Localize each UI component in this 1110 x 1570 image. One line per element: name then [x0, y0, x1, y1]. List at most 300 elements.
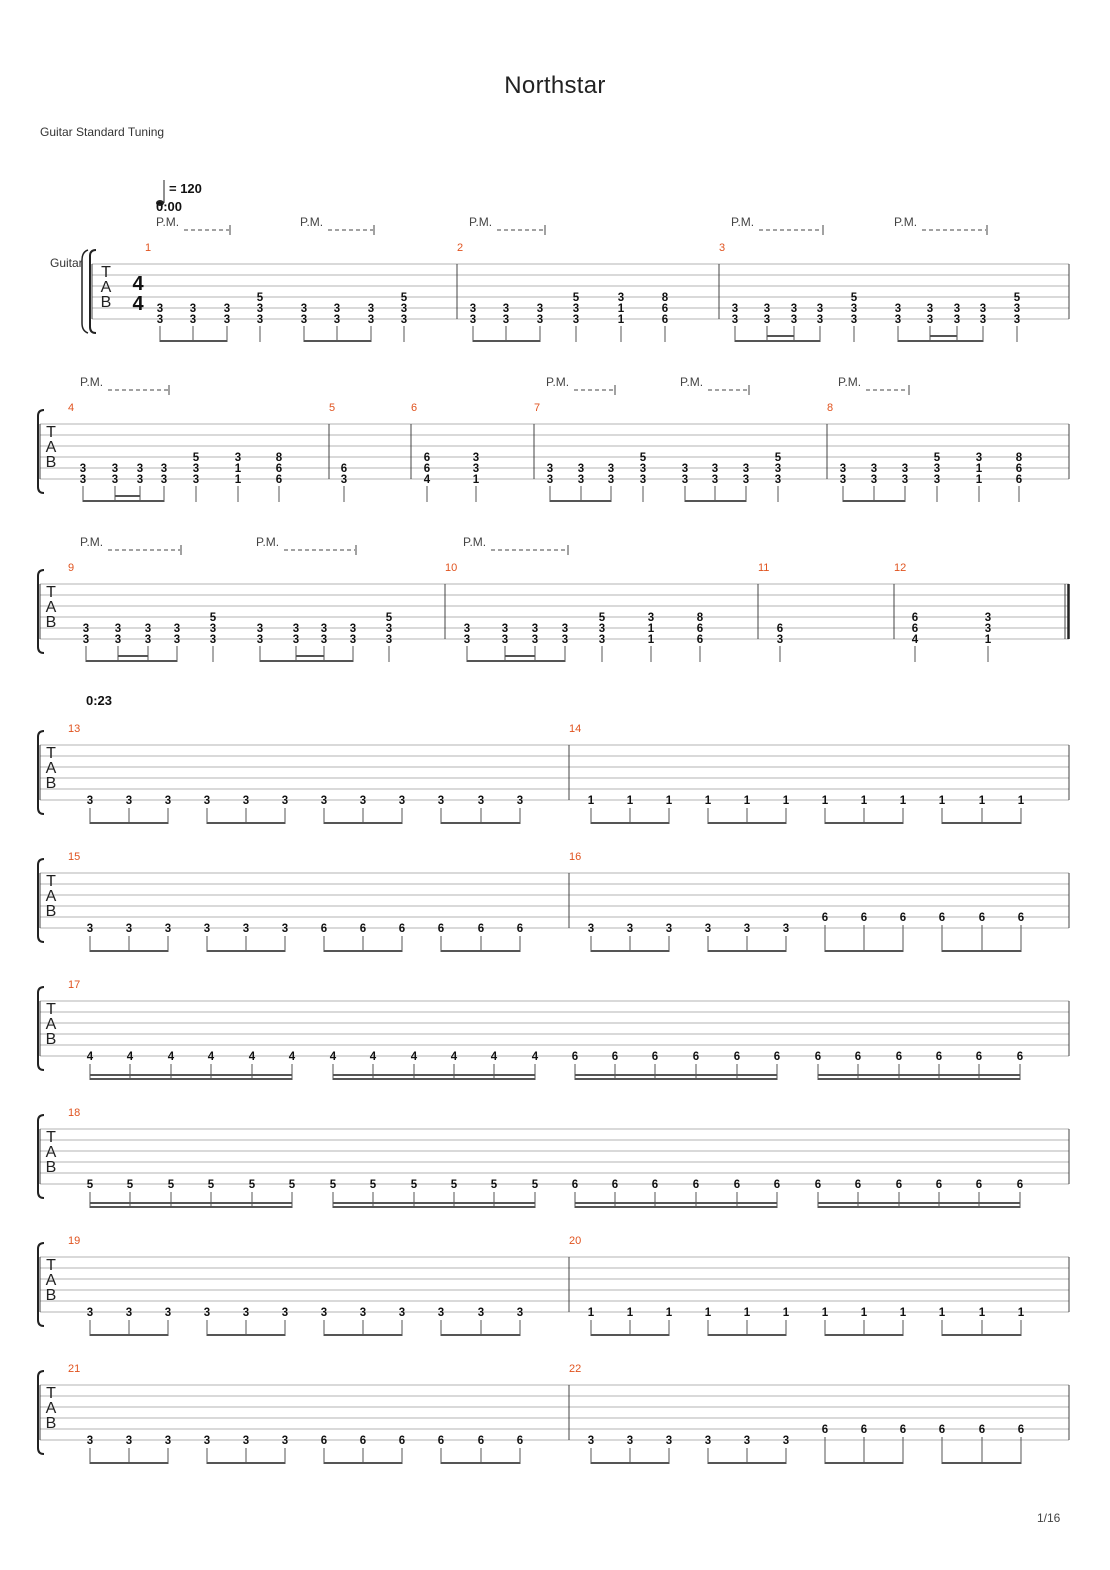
fret-number: 3	[223, 303, 231, 315]
fret-number: 1	[821, 795, 829, 807]
fret-number: 3	[125, 795, 133, 807]
fret-number: 1	[899, 795, 907, 807]
fret-number: 1	[234, 463, 242, 475]
note-beam	[818, 1078, 1020, 1080]
tuning-label: Guitar Standard Tuning	[40, 125, 165, 139]
fret-number: 3	[173, 623, 181, 635]
fret-number: 1	[587, 795, 595, 807]
fret-number: 6	[814, 1051, 822, 1063]
system-bracket	[38, 570, 44, 653]
fret-number: 6	[423, 452, 431, 464]
fret-number: 3	[164, 795, 172, 807]
fret-number: 5	[400, 292, 408, 304]
fret-number: 6	[978, 912, 986, 924]
note-beam	[115, 495, 140, 497]
note-beam	[575, 1202, 777, 1204]
note-beam	[304, 340, 371, 342]
fret-number: 3	[86, 1307, 94, 1319]
fret-number: 8	[661, 292, 669, 304]
fret-number: 6	[938, 912, 946, 924]
tab-clef-letter: T	[46, 745, 56, 762]
palm-mute-label: P.M.	[256, 535, 280, 549]
note-beam	[843, 500, 905, 502]
measure-number: 21	[68, 1363, 81, 1375]
tab-clef-letter: B	[100, 294, 112, 311]
fret-number: 1	[617, 303, 625, 315]
note-beam	[90, 822, 168, 824]
fret-number: 6	[854, 1051, 862, 1063]
fret-number: 6	[1015, 474, 1023, 486]
fret-number: 3	[901, 474, 909, 486]
fret-number: 6	[661, 314, 669, 326]
note-beam	[825, 822, 903, 824]
fret-number: 6	[773, 1179, 781, 1191]
fret-number: 3	[776, 634, 784, 646]
fret-number: 3	[743, 923, 751, 935]
note-beam	[90, 1078, 292, 1080]
tab-clef-letter: T	[46, 1129, 56, 1146]
note-beam	[324, 1334, 402, 1336]
fret-number: 6	[692, 1179, 700, 1191]
fret-number: 6	[1017, 1424, 1025, 1436]
fret-number: 3	[870, 463, 878, 475]
fret-number: 3	[125, 1307, 133, 1319]
fret-number: 3	[626, 923, 634, 935]
fret-number: 1	[587, 1307, 595, 1319]
fret-number: 3	[587, 923, 595, 935]
fret-number: 3	[850, 314, 858, 326]
fret-number: 3	[1013, 303, 1021, 315]
instrument-bracket	[82, 250, 88, 333]
fret-number: 3	[400, 303, 408, 315]
fret-number: 6	[692, 1051, 700, 1063]
fret-number: 5	[450, 1179, 458, 1191]
fret-number: 3	[114, 623, 122, 635]
fret-number: 6	[978, 1424, 986, 1436]
fret-number: 4	[450, 1051, 458, 1063]
note-beam	[550, 500, 611, 502]
fret-number: 3	[164, 1435, 172, 1447]
fret-number: 3	[398, 1307, 406, 1319]
fret-number: 3	[561, 623, 569, 635]
fret-number: 3	[281, 1435, 289, 1447]
fret-number: 3	[156, 303, 164, 315]
note-beam	[898, 340, 983, 342]
fret-number: 3	[367, 314, 375, 326]
fret-number: 6	[275, 474, 283, 486]
fret-number: 3	[477, 795, 485, 807]
tab-clef-letter: B	[45, 1031, 57, 1048]
fret-number: 1	[975, 474, 983, 486]
fret-number: 6	[477, 1435, 485, 1447]
fret-number: 6	[935, 1179, 943, 1191]
palm-mute-label: P.M.	[680, 375, 704, 389]
fret-number: 3	[731, 314, 739, 326]
palm-mute-label: P.M.	[463, 535, 487, 549]
note-beam	[708, 950, 786, 952]
measure-number: 14	[569, 723, 582, 735]
fret-number: 3	[681, 474, 689, 486]
fret-number: 3	[144, 634, 152, 646]
fret-number: 6	[477, 923, 485, 935]
fret-number: 3	[437, 1307, 445, 1319]
note-beam	[207, 1462, 285, 1464]
fret-number: 6	[733, 1179, 741, 1191]
note-beam	[333, 1202, 535, 1204]
fret-number: 1	[782, 795, 790, 807]
note-beam	[333, 1206, 535, 1208]
fret-number: 3	[501, 623, 509, 635]
fret-number: 5	[288, 1179, 296, 1191]
note-beam	[942, 950, 1021, 952]
fret-number: 3	[607, 474, 615, 486]
fret-number: 6	[437, 1435, 445, 1447]
fret-number: 6	[773, 1051, 781, 1063]
fret-number: 3	[189, 314, 197, 326]
measure-number: 19	[68, 1235, 81, 1247]
note-beam	[575, 1206, 777, 1208]
fret-number: 3	[82, 623, 90, 635]
fret-number: 1	[899, 1307, 907, 1319]
fret-number: 3	[782, 1435, 790, 1447]
fret-number: 4	[86, 1051, 94, 1063]
fret-number: 6	[860, 912, 868, 924]
tab-clef-letter: B	[45, 1415, 57, 1432]
fret-number: 3	[731, 303, 739, 315]
fret-number: 6	[860, 1424, 868, 1436]
fret-number: 6	[821, 912, 829, 924]
fret-number: 3	[86, 923, 94, 935]
measure-number: 12	[894, 562, 907, 574]
system-bracket	[38, 1243, 44, 1326]
page-number: 1/16	[1037, 1511, 1061, 1525]
fret-number: 6	[696, 634, 704, 646]
measure-number: 17	[68, 979, 81, 991]
palm-mute-label: P.M.	[156, 215, 180, 229]
fret-number: 3	[933, 474, 941, 486]
fret-number: 3	[136, 463, 144, 475]
tab-clef-letter: A	[45, 760, 57, 777]
fret-number: 6	[359, 923, 367, 935]
fret-number: 3	[359, 1307, 367, 1319]
fret-number: 3	[189, 303, 197, 315]
note-beam	[333, 1078, 535, 1080]
fret-number: 3	[111, 474, 119, 486]
fret-number: 1	[1017, 795, 1025, 807]
fret-number: 3	[86, 1435, 94, 1447]
fret-number: 1	[647, 623, 655, 635]
note-beam	[441, 1334, 520, 1336]
fret-number: 6	[275, 463, 283, 475]
fret-number: 1	[860, 795, 868, 807]
fret-number: 3	[816, 314, 824, 326]
fret-number: 3	[926, 314, 934, 326]
fret-number: 3	[572, 303, 580, 315]
note-beam	[685, 500, 746, 502]
note-beam	[591, 822, 669, 824]
fret-number: 3	[111, 463, 119, 475]
tab-clef-letter: T	[46, 584, 56, 601]
fret-number: 5	[572, 292, 580, 304]
fret-number: 3	[839, 463, 847, 475]
note-beam	[942, 822, 1021, 824]
fret-number: 3	[320, 623, 328, 635]
song-title: Northstar	[504, 72, 606, 99]
fret-number: 1	[860, 1307, 868, 1319]
tab-clef-letter: T	[46, 873, 56, 890]
fret-number: 3	[292, 634, 300, 646]
fret-number: 5	[1013, 292, 1021, 304]
fret-number: 5	[774, 452, 782, 464]
fret-number: 3	[472, 463, 480, 475]
fret-number: 3	[711, 474, 719, 486]
fret-number: 5	[248, 1179, 256, 1191]
note-beam	[825, 950, 903, 952]
fret-number: 3	[398, 795, 406, 807]
note-beam	[818, 1206, 1020, 1208]
fret-number: 3	[816, 303, 824, 315]
fret-number: 3	[203, 923, 211, 935]
fret-number: 5	[369, 1179, 377, 1191]
fret-number: 3	[82, 634, 90, 646]
tab-clef-letter: B	[45, 614, 57, 631]
fret-number: 3	[300, 303, 308, 315]
fret-number: 6	[776, 623, 784, 635]
fret-number: 6	[516, 1435, 524, 1447]
fret-number: 4	[329, 1051, 337, 1063]
fret-number: 3	[156, 314, 164, 326]
measure-number: 4	[68, 402, 75, 414]
fret-number: 3	[1013, 314, 1021, 326]
fret-number: 3	[984, 612, 992, 624]
fret-number: 3	[320, 634, 328, 646]
fret-number: 6	[611, 1179, 619, 1191]
note-beam	[473, 340, 540, 342]
note-beam	[441, 1462, 520, 1464]
tab-clef-letter: A	[45, 1400, 57, 1417]
fret-number: 5	[385, 612, 393, 624]
fret-number: 3	[79, 463, 87, 475]
fret-number: 5	[126, 1179, 134, 1191]
measure-number: 2	[457, 242, 464, 254]
fret-number: 1	[626, 795, 634, 807]
fret-number: 6	[1016, 1051, 1024, 1063]
fret-number: 6	[899, 912, 907, 924]
measure-number: 1	[145, 242, 152, 254]
fret-number: 3	[546, 474, 554, 486]
fret-number: 3	[79, 474, 87, 486]
fret-number: 1	[782, 1307, 790, 1319]
note-beam	[708, 1334, 786, 1336]
fret-number: 3	[774, 463, 782, 475]
fret-number: 6	[975, 1051, 983, 1063]
note-beam	[818, 1202, 1020, 1204]
fret-number: 3	[979, 303, 987, 315]
fret-number: 6	[516, 923, 524, 935]
fret-number: 3	[979, 314, 987, 326]
fret-number: 3	[209, 634, 217, 646]
fret-number: 3	[242, 795, 250, 807]
fret-number: 5	[639, 452, 647, 464]
fret-number: 3	[242, 1435, 250, 1447]
note-beam	[575, 1074, 777, 1076]
fret-number: 5	[207, 1179, 215, 1191]
tab-clef-letter: A	[45, 439, 57, 456]
fret-number: 5	[598, 612, 606, 624]
fret-number: 3	[333, 314, 341, 326]
note-beam	[825, 1334, 903, 1336]
fret-number: 3	[502, 314, 510, 326]
fret-number: 3	[894, 303, 902, 315]
note-beam	[207, 950, 285, 952]
note-beam	[207, 822, 285, 824]
time-marker: 0:00	[156, 199, 183, 214]
fret-number: 3	[763, 314, 771, 326]
palm-mute-label: P.M.	[894, 215, 918, 229]
fret-number: 3	[639, 474, 647, 486]
fret-number: 3	[385, 623, 393, 635]
note-beam	[333, 1074, 535, 1076]
fret-number: 3	[367, 303, 375, 315]
fret-number: 3	[546, 463, 554, 475]
fret-number: 1	[1017, 1307, 1025, 1319]
fret-number: 3	[617, 292, 625, 304]
fret-number: 3	[561, 634, 569, 646]
fret-number: 1	[975, 463, 983, 475]
fret-number: 6	[911, 623, 919, 635]
system-bracket	[38, 1371, 44, 1454]
fret-number: 6	[651, 1179, 659, 1191]
fret-number: 4	[207, 1051, 215, 1063]
tab-clef-letter: A	[45, 1144, 57, 1161]
fret-number: 3	[160, 463, 168, 475]
note-beam	[90, 950, 168, 952]
tab-clef-letter: B	[45, 1159, 57, 1176]
fret-number: 3	[704, 923, 712, 935]
time-marker: 0:23	[86, 693, 113, 708]
instrument-label: Guitar	[50, 256, 83, 270]
fret-number: 3	[203, 1435, 211, 1447]
fret-number: 3	[626, 1435, 634, 1447]
fret-number: 1	[938, 1307, 946, 1319]
note-beam	[818, 1074, 1020, 1076]
note-beam	[90, 1462, 168, 1464]
note-beam	[160, 340, 227, 342]
note-beam	[708, 1462, 786, 1464]
palm-mute-label: P.M.	[300, 215, 324, 229]
tab-clef-letter: T	[46, 424, 56, 441]
fret-number: 3	[607, 463, 615, 475]
fret-number: 4	[248, 1051, 256, 1063]
fret-number: 3	[742, 474, 750, 486]
fret-number: 3	[349, 634, 357, 646]
note-beam	[591, 1334, 669, 1336]
system-bracket	[38, 410, 44, 493]
fret-number: 1	[938, 795, 946, 807]
fret-number: 3	[587, 1435, 595, 1447]
palm-mute-label: P.M.	[546, 375, 570, 389]
fret-number: 4	[423, 474, 431, 486]
tab-clef-letter: A	[45, 1016, 57, 1033]
fret-number: 1	[665, 1307, 673, 1319]
fret-number: 3	[665, 1435, 673, 1447]
fret-number: 6	[571, 1179, 579, 1191]
measure-number: 10	[445, 562, 458, 574]
note-beam	[90, 1334, 168, 1336]
fret-number: 6	[895, 1051, 903, 1063]
fret-number: 6	[320, 923, 328, 935]
fret-number: 6	[854, 1179, 862, 1191]
fret-number: 3	[782, 923, 790, 935]
note-beam	[86, 660, 177, 662]
tab-clef-letter: T	[46, 1385, 56, 1402]
fret-number: 5	[531, 1179, 539, 1191]
fret-number: 6	[696, 623, 704, 635]
fret-number: 3	[281, 1307, 289, 1319]
fret-number: 3	[223, 314, 231, 326]
note-beam	[942, 1334, 1021, 1336]
fret-number: 3	[536, 314, 544, 326]
fret-number: 1	[665, 795, 673, 807]
fret-number: 3	[984, 623, 992, 635]
fret-number: 3	[463, 623, 471, 635]
fret-number: 3	[531, 634, 539, 646]
measure-number: 11	[758, 562, 770, 574]
fret-number: 5	[850, 292, 858, 304]
fret-number: 3	[340, 474, 348, 486]
fret-number: 4	[288, 1051, 296, 1063]
note-beam	[118, 655, 148, 657]
fret-number: 3	[790, 314, 798, 326]
fret-number: 5	[329, 1179, 337, 1191]
fret-number: 3	[647, 612, 655, 624]
fret-number: 3	[173, 634, 181, 646]
fret-number: 3	[774, 474, 782, 486]
fret-number: 6	[1015, 463, 1023, 475]
note-beam	[324, 950, 402, 952]
fret-number: 3	[144, 623, 152, 635]
fret-number: 3	[975, 452, 983, 464]
measure-number: 5	[329, 402, 336, 414]
tab-clef-letter: T	[101, 264, 111, 281]
fret-number: 8	[696, 612, 704, 624]
note-beam	[90, 1202, 292, 1204]
fret-number: 6	[398, 1435, 406, 1447]
fret-number: 3	[203, 795, 211, 807]
fret-number: 5	[933, 452, 941, 464]
fret-number: 3	[577, 474, 585, 486]
measure-number: 7	[534, 402, 541, 414]
fret-number: 1	[978, 795, 986, 807]
fret-number: 6	[821, 1424, 829, 1436]
note-beam	[441, 950, 520, 952]
fret-number: 3	[300, 314, 308, 326]
fret-number: 3	[516, 795, 524, 807]
fret-number: 1	[821, 1307, 829, 1319]
fret-number: 1	[234, 474, 242, 486]
fret-number: 6	[611, 1051, 619, 1063]
measure-number: 15	[68, 851, 81, 863]
fret-number: 1	[743, 795, 751, 807]
fret-number: 4	[167, 1051, 175, 1063]
fret-number: 6	[899, 1424, 907, 1436]
fret-number: 1	[984, 634, 992, 646]
fret-number: 3	[234, 452, 242, 464]
fret-number: 3	[292, 623, 300, 635]
note-beam	[735, 340, 820, 342]
fret-number: 1	[617, 314, 625, 326]
fret-number: 3	[359, 795, 367, 807]
